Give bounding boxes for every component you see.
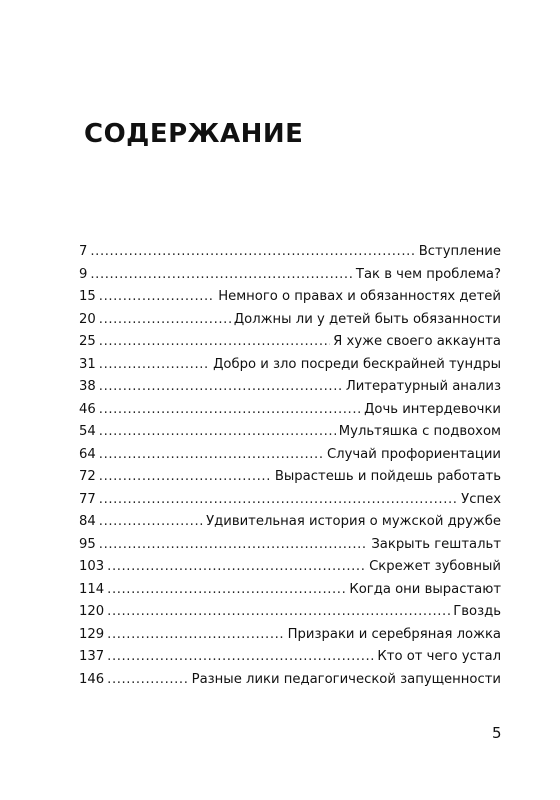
toc-chapter-title: Немного о правах и обязанностях детей — [218, 289, 501, 304]
dot-leader — [99, 401, 361, 419]
dot-leader — [99, 446, 324, 464]
dot-leader — [99, 536, 369, 554]
toc-entry[interactable] — [79, 401, 501, 424]
table-of-contents — [79, 243, 501, 693]
dot-leader — [90, 266, 353, 284]
dot-leader — [107, 626, 284, 644]
toc-entry[interactable] — [79, 603, 501, 626]
toc-page-number: 9 — [79, 266, 88, 282]
toc-chapter-title: Добро и зло посреди бескрайней тундры — [213, 356, 501, 372]
toc-chapter-title: Удивительная история о мужской дружбе — [206, 514, 501, 529]
toc-page-number: 129 — [79, 626, 105, 642]
toc-chapter-title: Мультяшка с подвохом — [338, 424, 501, 439]
toc-page-number: 38 — [79, 379, 96, 394]
toc-chapter-title: Должны ли у детей быть обязанности — [233, 311, 501, 327]
toc-entry[interactable] — [79, 581, 501, 604]
toc-chapter-title: Так в чем проблема? — [355, 266, 501, 282]
dot-leader — [107, 558, 366, 576]
toc-entry[interactable] — [79, 491, 501, 514]
toc-chapter-title: Когда они вырастают — [349, 581, 501, 597]
dot-leader — [99, 356, 210, 374]
dot-leader — [99, 288, 215, 306]
toc-page-number: 77 — [79, 491, 96, 507]
toc-page-number: 20 — [79, 311, 96, 327]
toc-page-number: 46 — [79, 401, 96, 417]
dot-leader — [107, 671, 188, 689]
toc-page-number: 146 — [79, 671, 105, 687]
dot-leader — [90, 243, 415, 261]
toc-entry[interactable] — [79, 266, 501, 289]
dot-leader — [99, 491, 458, 509]
toc-entry[interactable] — [79, 333, 501, 356]
toc-chapter-title: Случай профориентации — [326, 446, 501, 462]
toc-entry[interactable] — [79, 558, 501, 581]
toc-chapter-title: Вступление — [418, 244, 501, 259]
toc-chapter-title: Кто от чего устал — [377, 649, 501, 664]
toc-page-number: 7 — [79, 244, 88, 259]
toc-entry[interactable] — [79, 468, 501, 491]
toc-entry[interactable] — [79, 288, 501, 311]
dot-leader — [99, 333, 330, 351]
toc-entry[interactable] — [79, 671, 501, 694]
dot-leader — [107, 648, 374, 666]
toc-chapter-title: Успех — [461, 491, 501, 507]
toc-chapter-title: Дочь интердевочки — [364, 401, 501, 417]
toc-chapter-title: Вырастешь и пойдешь работать — [274, 469, 501, 484]
toc-page-number: 25 — [79, 334, 96, 349]
toc-chapter-title: Скрежет зубовный — [369, 559, 501, 574]
toc-chapter-title: Гвоздь — [453, 604, 501, 619]
toc-entry[interactable] — [79, 311, 501, 334]
dot-leader — [99, 423, 336, 441]
toc-entry[interactable] — [79, 513, 501, 536]
dot-leader — [99, 513, 203, 531]
dot-leader — [107, 581, 346, 599]
dot-leader — [99, 468, 272, 486]
toc-page-number: 72 — [79, 469, 96, 484]
toc-page-number: 31 — [79, 356, 96, 372]
toc-page-number: 95 — [79, 536, 96, 552]
toc-entry[interactable] — [79, 356, 501, 379]
toc-page-number: 15 — [79, 289, 96, 304]
toc-chapter-title: Призраки и серебряная ложка — [287, 626, 501, 642]
toc-entry[interactable] — [79, 243, 501, 266]
toc-entry[interactable] — [79, 378, 501, 401]
toc-page-number: 114 — [79, 581, 105, 597]
toc-entry[interactable] — [79, 648, 501, 671]
toc-entry[interactable] — [79, 536, 501, 559]
toc-entry[interactable] — [79, 423, 501, 446]
dot-leader — [99, 378, 343, 396]
toc-page-number: 54 — [79, 424, 96, 439]
toc-entry[interactable] — [79, 446, 501, 469]
dot-leader — [107, 603, 450, 621]
toc-page-number: 84 — [79, 514, 96, 529]
toc-chapter-title: Я хуже своего аккаунта — [333, 334, 501, 349]
toc-page-number: 103 — [79, 559, 105, 574]
toc-page-number: 137 — [79, 649, 105, 664]
page-title: СОДЕРЖАНИЕ — [84, 119, 304, 149]
page-number: 5 — [492, 724, 502, 742]
toc-chapter-title: Литературный анализ — [345, 379, 501, 394]
toc-page-number: 64 — [79, 446, 96, 462]
dot-leader — [99, 311, 231, 329]
toc-page-number: 120 — [79, 604, 105, 619]
toc-chapter-title: Разные лики педагогической запущенности — [191, 671, 501, 687]
toc-entry[interactable] — [79, 626, 501, 649]
toc-chapter-title: Закрыть гештальт — [371, 536, 501, 552]
